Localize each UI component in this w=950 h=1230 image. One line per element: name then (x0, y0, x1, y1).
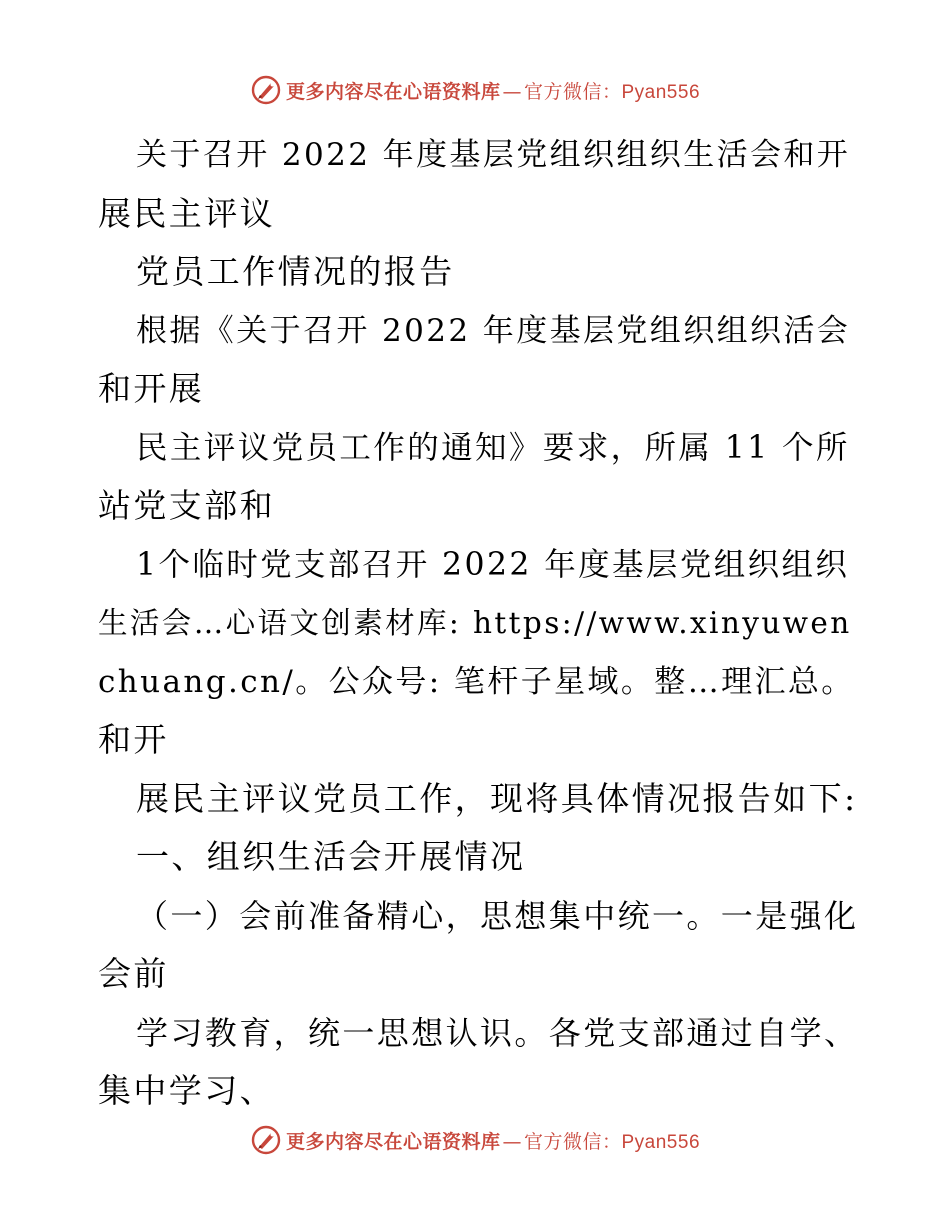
watermark-text (286, 77, 700, 104)
watermark-separator: — (502, 80, 522, 103)
watermark-site: 更多内容尽在心语资料库 (285, 1130, 501, 1153)
text-line: 和开 (98, 720, 169, 759)
text-line: 集中学习、 (98, 1071, 275, 1110)
text-line: 会前 (98, 954, 169, 993)
text-line: 民主评议党员工作的通知》要求，所属 11 个所 (136, 429, 850, 466)
watermark-site: 更多内容尽在心语资料库 (285, 80, 501, 103)
watermark-footer (0, 1122, 950, 1158)
text-line: 根据《关于召开 2022 年度基层党组织组织活会 (136, 312, 851, 349)
text-line: 党员工作情况的报告 (136, 252, 455, 291)
text-line: 一、组织生活会开展情况 (136, 837, 526, 876)
text-line: （一）会前准备精心，思想集中统一。一是强化 (136, 896, 859, 935)
text-line: 1个临时党支部召开 2022 年度基层党组织组织 (136, 546, 850, 583)
text-line: 展民主评议党员工作，现将具体情况报告如下: (136, 778, 858, 818)
text-line: 和开展 (98, 369, 205, 408)
watermark-separator: — (502, 1130, 522, 1153)
text-line: 展民主评议 (98, 193, 275, 233)
text-line: 站党支部和 (98, 486, 275, 525)
pen-logo-icon (250, 74, 282, 106)
watermark-wechat-id: Pyan556 (621, 1131, 701, 1153)
text-line: 生活会…心语文创素材库: https://www.xinyuwen (98, 606, 852, 640)
watermark-wechat-label: 官方微信： (523, 80, 622, 103)
watermark-text (286, 1127, 700, 1154)
watermark-wechat-id: Pyan556 (621, 81, 701, 103)
text-line: 学习教育，统一思想认识。各党支部通过自学、 (136, 1013, 859, 1052)
document-body (98, 126, 858, 1121)
pen-logo-icon (250, 1124, 282, 1156)
text-line: 关于召开 2022 年度基层党组织组织生活会和开 (136, 137, 851, 173)
watermark-wechat-label: 官方微信： (523, 1130, 622, 1153)
watermark-header (0, 72, 950, 108)
text-line: chuang.cn/。公众号: 笔杆子星域。整…理汇总。 (98, 663, 855, 700)
